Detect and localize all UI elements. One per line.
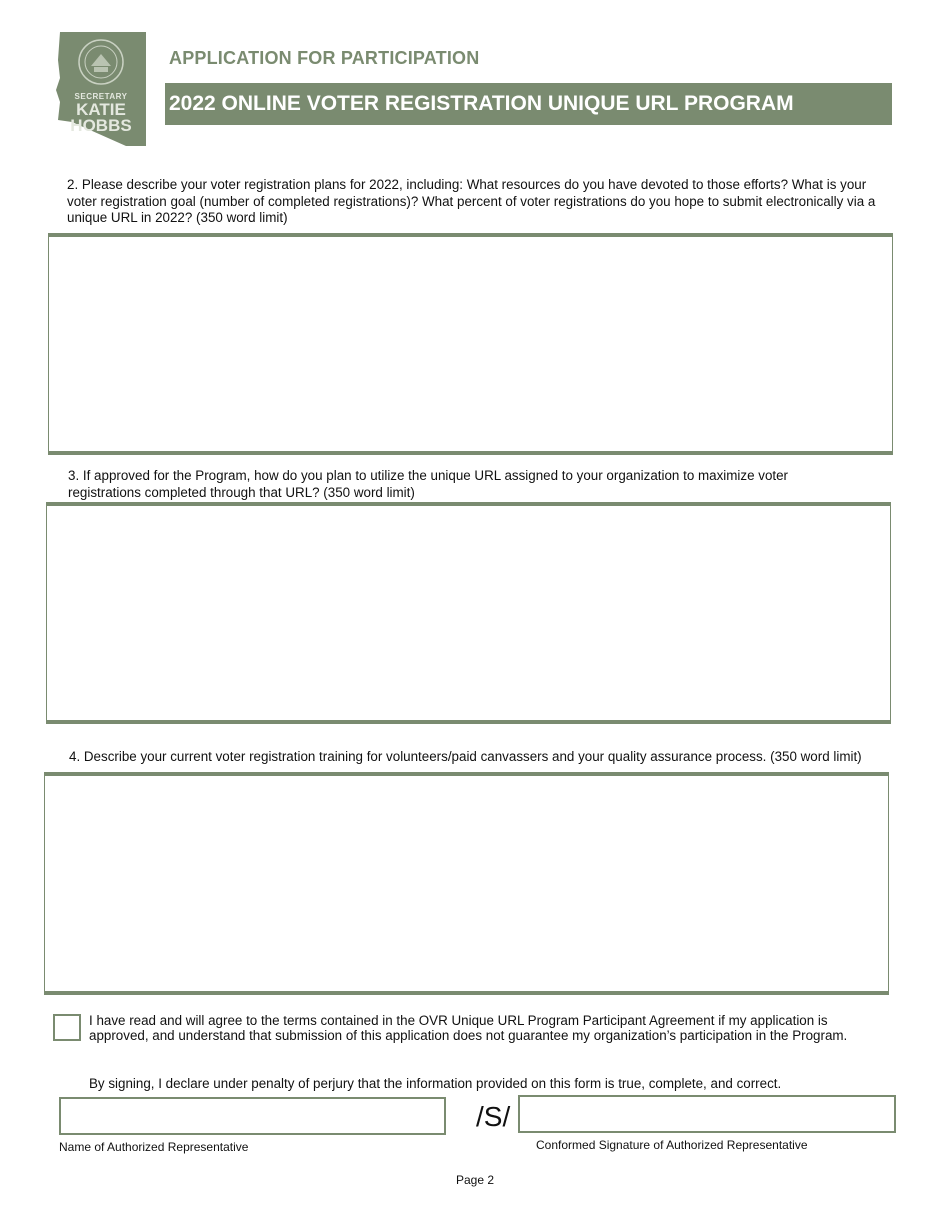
question-3-prompt: 3. If approved for the Program, how do you plan to utilize the unique URL assigned to your organization to maximize voter registrations completed through that URL? (350 word limit) — [68, 468, 789, 500]
question-4-answer[interactable] — [44, 772, 889, 995]
agreement-checkbox[interactable] — [53, 1014, 81, 1041]
question-3-answer[interactable] — [46, 502, 891, 724]
question-4-prompt: 4. Describe your current voter registration training for volunteers/paid canvassers and your quality assurance process. (350 word limit) — [69, 749, 862, 764]
perjury-declaration: By signing, I declare under penalty of perjury that the information provided on this form is true, complete, and correct. — [89, 1076, 782, 1091]
representative-name-input[interactable] — [59, 1097, 446, 1135]
question-2-prompt: 2. Please describe your voter registration plans for 2022, including: What resources do you have devoted to those efforts? What is your voter registration goal (number of completed registrations)? What percent of voter registrations do you hope to submit electronically via a unique URL in 2022? (350 word limit) — [67, 177, 876, 225]
logo-line-first-name: KATIE — [76, 100, 126, 119]
form-subtitle: APPLICATION FOR PARTICIPATION — [169, 48, 480, 68]
logo-line-secretary: SECRETARY — [74, 92, 128, 101]
form-title: 2022 ONLINE VOTER REGISTRATION UNIQUE URL PROGRAM — [165, 83, 892, 125]
secretary-logo — [56, 30, 146, 146]
conformed-signature-input[interactable] — [518, 1095, 896, 1133]
logo-line-last-name: HOBBS — [70, 116, 132, 135]
question-2-answer[interactable] — [48, 233, 893, 455]
representative-name-label: Name of Authorized Representative — [59, 1140, 249, 1154]
signature-mark: /S/ — [476, 1101, 511, 1132]
conformed-signature-label: Conformed Signature of Authorized Representative — [536, 1138, 808, 1152]
page-number: Page 2 — [455, 1173, 495, 1187]
agreement-text: I have read and will agree to the terms contained in the OVR Unique URL Program Participant Agreement if my application is approved, and understand that submission of this application does not guarantee my organization’s participation in the Program. — [89, 1013, 848, 1043]
